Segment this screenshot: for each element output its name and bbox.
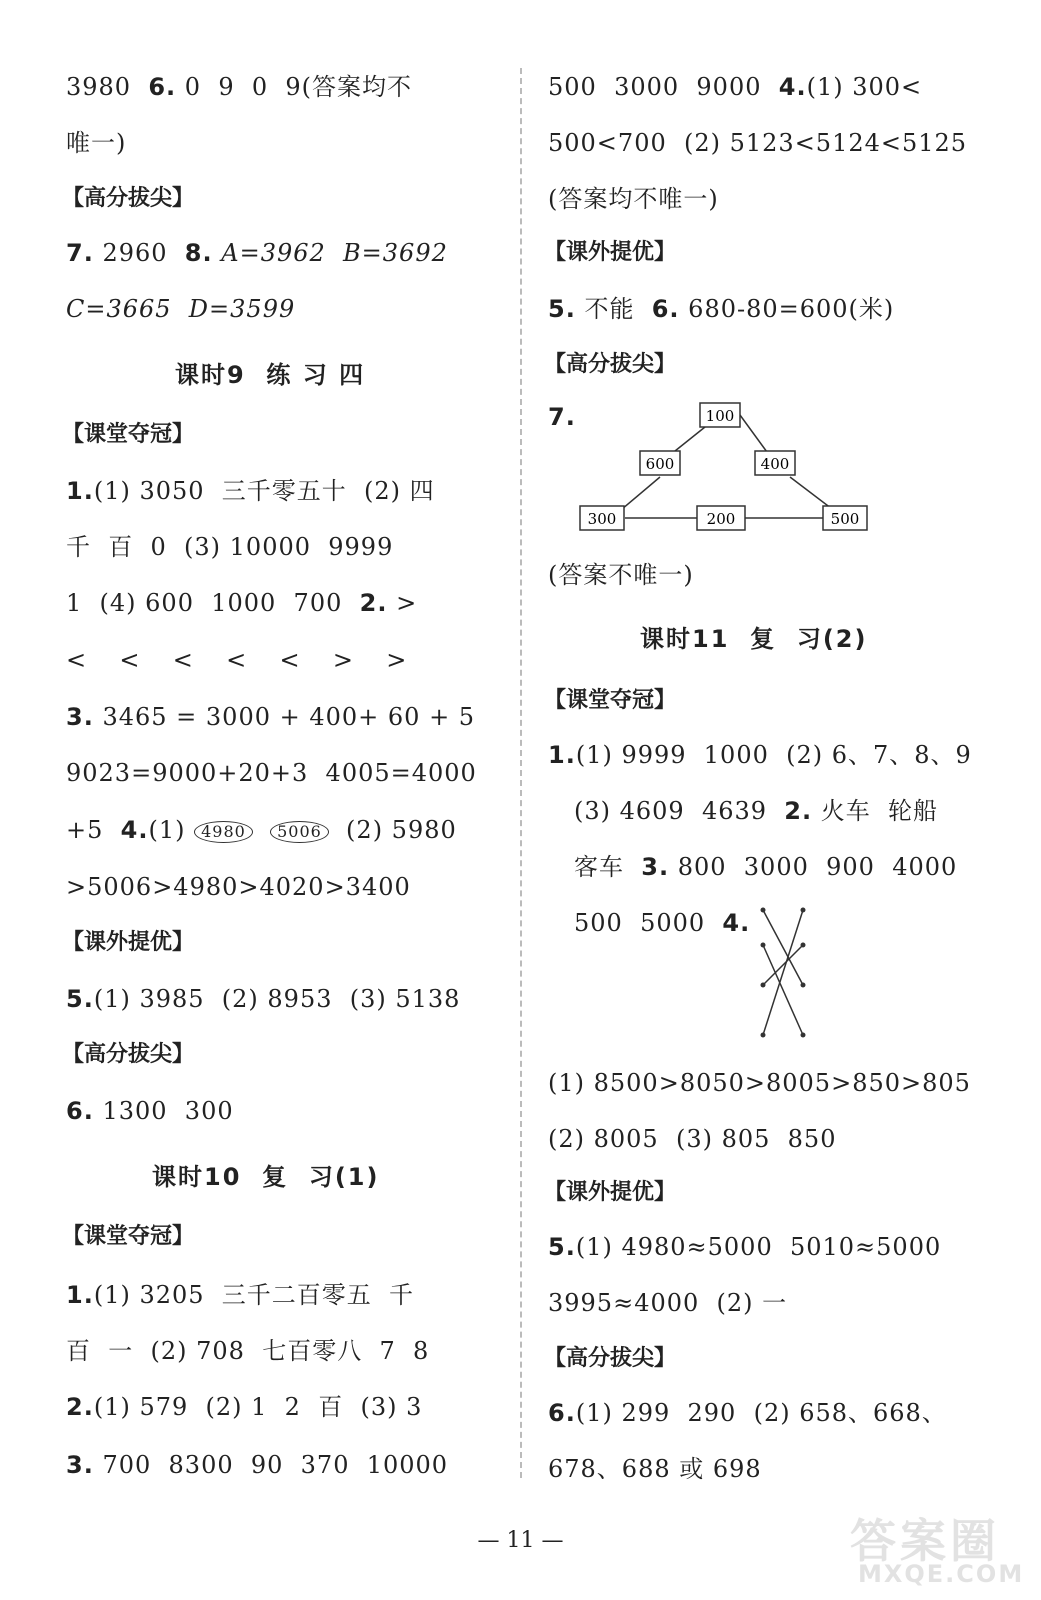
answer-line: (答案不唯一) xyxy=(548,561,694,589)
line-endpoint xyxy=(801,1033,806,1038)
answer-line: 2.(1) 579 (2) 1 2 百 (3) 3 xyxy=(66,1393,423,1421)
circled-number: 4980 xyxy=(194,821,253,843)
answer-line: (答案均不唯一) xyxy=(548,185,719,213)
answer-line: 5.(1) 4980≈5000 5010≈5000 xyxy=(548,1233,942,1261)
answer-line: 3. 700 8300 90 370 10000 xyxy=(66,1451,449,1479)
section-heading: 【高分拔尖】 xyxy=(62,1042,195,1067)
matching-line xyxy=(763,945,803,985)
answer-line: (1) 8500>8050>8005>850>805 xyxy=(548,1069,971,1097)
answer-line: 1.(1) 9999 1000 (2) 6、7、8、9 xyxy=(548,741,972,769)
answer-line: 9023=9000+20+3 4005=4000 xyxy=(66,759,477,787)
answer-line: 3. 3465 = 3000 + 400+ 60 + 5 xyxy=(66,703,476,731)
answer-line: 6. 1300 300 xyxy=(66,1097,234,1125)
answer-line: 6.(1) 299 290 (2) 658、668、 xyxy=(548,1399,947,1427)
answer-line: 500 3000 9000 4.(1) 300< xyxy=(548,73,923,101)
watermark-url: MXQE.COM xyxy=(858,1560,1025,1588)
line-endpoint xyxy=(801,983,806,988)
matching-line xyxy=(763,945,803,1035)
answer-line: (2) 8005 (3) 805 850 xyxy=(548,1125,837,1153)
section-heading: 【课外提优】 xyxy=(544,1180,677,1205)
matching-lines-figure xyxy=(755,905,815,1040)
box-number: 200 xyxy=(706,510,736,528)
section-heading: 【课外提优】 xyxy=(62,930,195,955)
circled-number: 5006 xyxy=(270,821,329,843)
section-heading: 【高分拔尖】 xyxy=(544,1346,677,1371)
answer-line: 7. xyxy=(548,403,576,431)
box-number: 400 xyxy=(760,455,790,473)
box-number: 300 xyxy=(587,510,617,528)
answer-line: 百 一 (2) 708 七百零八 7 8 xyxy=(66,1337,430,1365)
column-divider xyxy=(520,68,522,1478)
answer-line: 客车 3. 800 3000 900 4000 xyxy=(574,853,958,881)
answer-line: (3) 4609 4639 2. 火车 轮船 xyxy=(574,797,939,825)
answer-line: 5.(1) 3985 (2) 8953 (3) 5138 xyxy=(66,985,461,1013)
watermark-logo: 答案圈 xyxy=(850,1514,1000,1568)
answer-line: 3980 6. 0 9 0 9(答案均不 xyxy=(66,73,413,101)
answer-line: 3995≈4000 (2) 一 xyxy=(548,1289,788,1317)
answer-line: 7. 2960 8. A=3962 B=3692 xyxy=(66,239,448,267)
line-endpoint xyxy=(761,943,766,948)
answer-line: C=3665 D=3599 xyxy=(66,295,296,323)
answer-line: +5 4.(1) 4980 5006 (2) 5980 xyxy=(66,816,457,844)
section-heading: 【课堂夺冠】 xyxy=(544,688,677,713)
section-heading: 【课外提优】 xyxy=(544,240,677,265)
answer-line: >5006>4980>4020>3400 xyxy=(66,873,411,901)
box-number: 100 xyxy=(705,407,735,425)
box-number: 500 xyxy=(830,510,860,528)
section-heading: 【高分拔尖】 xyxy=(62,186,195,211)
lesson-title: 课时9 练 习 四 xyxy=(175,361,366,389)
page-number: — 11 — xyxy=(477,1528,564,1553)
answer-line: 1.(1) 3205 三千二百零五 千 xyxy=(66,1281,415,1309)
section-heading: 【高分拔尖】 xyxy=(544,352,677,377)
answer-line: 5. 不能 6. 680-80=600(米) xyxy=(548,295,895,323)
section-heading: 【课堂夺冠】 xyxy=(62,422,195,447)
line-endpoint xyxy=(801,908,806,913)
box-number: 600 xyxy=(645,455,675,473)
triangle-number-figure xyxy=(575,395,905,545)
answer-line: < < < < < > > xyxy=(66,646,413,674)
answer-line: 千 百 0 (3) 10000 9999 xyxy=(66,533,394,561)
line-endpoint xyxy=(761,983,766,988)
answer-line: 唯一) xyxy=(66,129,127,157)
section-heading: 【课堂夺冠】 xyxy=(62,1224,195,1249)
line-endpoint xyxy=(761,1033,766,1038)
answer-line: 500<700 (2) 5123<5124<5125 xyxy=(548,129,968,157)
line-endpoint xyxy=(801,943,806,948)
answer-line: 1.(1) 3050 三千零五十 (2) 四 xyxy=(66,477,435,505)
answer-line: 1 (4) 600 1000 700 2. > xyxy=(66,589,418,617)
answer-line: 678、688 或 698 xyxy=(548,1455,762,1483)
lesson-title: 课时10 复 习(1) xyxy=(152,1163,380,1191)
line-endpoint xyxy=(761,908,766,913)
lesson-title: 课时11 复 习(2) xyxy=(640,625,868,653)
answer-line: 500 5000 4. xyxy=(574,909,751,937)
